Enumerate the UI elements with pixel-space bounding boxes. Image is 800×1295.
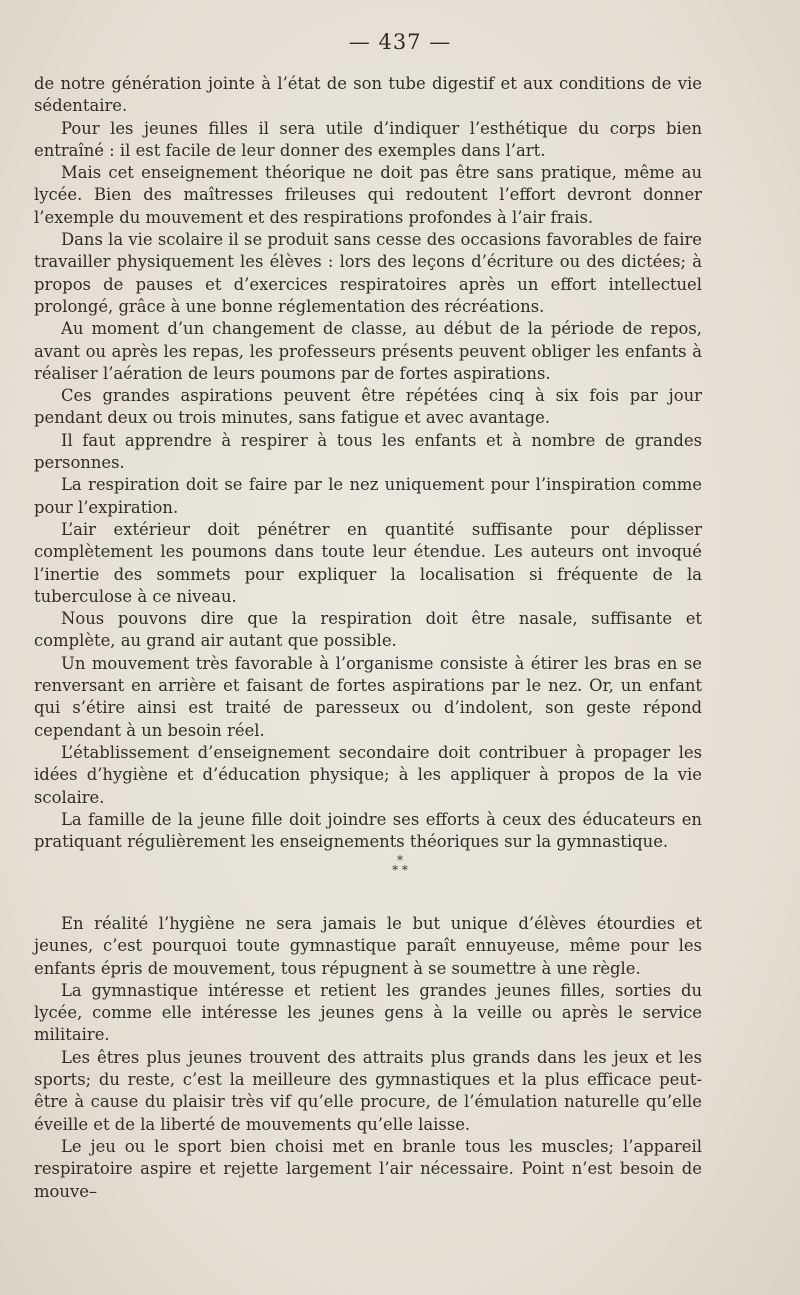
paragraph: L’établissement d’enseignement secondaire doit contribuer à propager les idées d’hygiène et d’éducation physique; à les appliquer à propos de la vie scolaire. [34, 742, 702, 807]
text-section-1 [34, 73, 702, 853]
paragraph: En réalité l’hygiène ne sera jamais le but unique d’élèves étourdies et jeunes, c’est pourquoi toute gymnastique paraît ennuyeuse, même pour les enfants épris de mouvement, tous répugnent à se soumettre à une règle. [34, 914, 702, 978]
asterism-top: * [397, 853, 403, 867]
paragraph: Au moment d’un changement de classe, au début de la période de repos, avant ou après les repas, les professeurs présents peuvent obliger les enfants à réaliser l’aération de leurs poumons par de fortes aspirations. [34, 319, 702, 383]
text-section-2 [34, 913, 702, 1203]
paragraph: Mais cet enseignement théorique ne doit pas être sans pratique, même au lycée. Bien des maîtresses frileuses qui redoutent l’effort devront donner l’exemple du mouvement et des respirations profondes à l’air frais. [34, 163, 702, 227]
paragraph: La famille de la jeune fille doit joindre ses efforts à ceux des éducateurs en pratiquant régulièrement les enseignements théoriques sur la gymnastique. [34, 809, 702, 852]
asterism-bottom: * * [392, 863, 408, 877]
paragraph: Dans la vie scolaire il se produit sans cesse des occasions favorables de faire travailler physiquement les élèves : lors des leçons d’écriture ou des dictées; à propos de pauses et d’exercices respiratoires après un effort intellectuel prolongé, grâce à une bonne réglementation des récréations. [34, 230, 702, 316]
paragraph: Ces grandes aspirations peuvent être répétées cinq à six fois par jour pendant deux ou trois minutes, sans fatigue et avec avantage. [34, 386, 702, 428]
paragraph: Les êtres plus jeunes trouvent des attraits plus grands dans les jeux et les sports; du reste, c’est la meilleure des gymnastiques et la plus efficace peut-être à cause du plaisir très vif qu’elle procure, de l’émulation naturelle qu’elle éveille et de la liberté de mouvements qu’elle laisse. [34, 1047, 702, 1134]
paragraph: La gymnastique intéresse et retient les grandes jeunes filles, sorties du lycée, comme elle intéresse les jeunes gens à la veille ou après le service militaire. [34, 980, 702, 1045]
paragraph: La respiration doit se faire par le nez uniquement pour l’inspiration comme pour l’expiration. [34, 475, 702, 517]
paragraph: L’air extérieur doit pénétrer en quantité suffisante pour déplisser complètement les poumons dans toute leur étendue. Les auteurs ont invoqué l’inertie des sommets pour expliquer la localisation si fréquente de la tuberculose à ce niveau. [34, 519, 702, 606]
paragraph: Nous pouvons dire que la respiration doit être nasale, suffisante et complète, au grand air autant que possible. [34, 609, 702, 651]
paragraph: Il faut apprendre à respirer à tous les enfants et à nombre de grandes personnes. [34, 430, 702, 473]
section-separator-asterism [0, 855, 800, 875]
paragraph: Un mouvement très favorable à l’organisme consiste à étirer les bras en se renversant en arrière et faisant de fortes aspirations par le nez. Or, un enfant qui s’étire ainsi est traité de paresseux ou d’indolent, son geste répond cependant à un besoin réel. [34, 653, 702, 740]
page-number: — 437 — [348, 30, 452, 54]
paragraph: Pour les jeunes filles il sera utile d’indiquer l’esthétique du corps bien entraîné : il est facile de leur donner des exemples dans l’art. [34, 118, 702, 160]
paragraph: Le jeu ou le sport bien choisi met en branle tous les muscles; l’appareil respiratoire aspire et rejette largement l’air nécessaire. Point n’est besoin de mouve– [34, 1136, 702, 1201]
paragraph: de notre génération jointe à l’état de son tube digestif et aux conditions de vie sédentaire. [34, 74, 702, 116]
